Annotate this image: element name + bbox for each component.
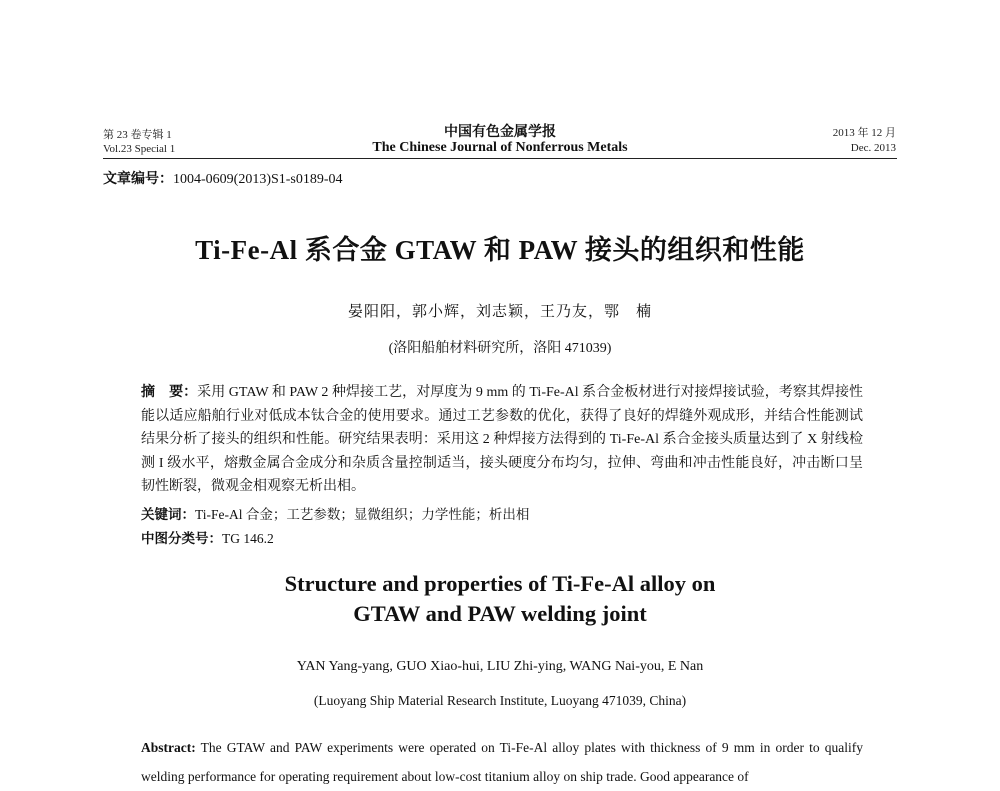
article-number <box>103 168 343 188</box>
title-en-line1: Structure and properties of Ti-Fe-Al alloy on <box>284 571 716 596</box>
classification-number <box>141 527 274 547</box>
article-number-value: 1004-0609(2013)S1-s0189-04 <box>173 172 343 187</box>
classification-label: 中图分类号： <box>141 531 222 546</box>
header-volume-en: Vol.23 Special 1 <box>103 143 176 155</box>
classification-value: TG 146.2 <box>222 531 274 546</box>
abstract-cn-label: 摘 要： <box>141 385 198 400</box>
title-en-line2: GTAW and PAW welding joint <box>353 601 647 626</box>
header-date-cn: 2013 年 12 月 <box>832 127 896 139</box>
title-en <box>0 569 1000 629</box>
authors-cn: 晏阳阳，郭小辉，刘志颖，王乃友，鄂 楠 <box>347 304 652 320</box>
article-number-label: 文章编号： <box>103 172 173 187</box>
journal-name-cn: 中国有色金属学报 <box>444 125 556 140</box>
header-date-en: Dec. 2013 <box>850 142 896 154</box>
affiliation-en: (Luoyang Ship Material Research Institute, Luoyang 471039, China) <box>313 693 687 708</box>
keywords-cn <box>141 503 529 523</box>
header-volume-cn: 第 23 卷专辑 1 <box>103 129 172 141</box>
keywords-cn-label: 关键词： <box>141 507 195 522</box>
header-rule <box>103 158 897 159</box>
abstract-cn-text: 采用 GTAW 和 PAW 2 种焊接工艺，对厚度为 9 mm 的 Ti-Fe-Al 系合金板材进行对接焊接试验，考察其焊接性能以适应船舶行业对低成本钛合金的使用要求。通过工艺参数的优化，获得了良好的焊缝外观成形，并结合性能测试结果分析了接头的组织和性能。研究结果表明：采用这 2 种焊接方法得到的 Ti-Fe-Al 系合金接头质量达到了 X 射线检测 I 级水平，熔敷金属合金成分和杂质含量控制适当，接头硬度分布均匀，拉伸、弯曲和冲击性能良好，冲击断口呈韧性断裂，微观金相观察无析出相。 <box>141 385 863 494</box>
keywords-cn-text: Ti-Fe-Al 合金；工艺参数；显微组织；力学性能；析出相 <box>195 507 530 522</box>
authors-en: YAN Yang-yang, GUO Xiao-hui, LIU Zhi-ying, WANG Nai-you, E Nan <box>296 659 704 674</box>
affiliation-cn: (洛阳船舶材料研究所，洛阳 471039) <box>388 341 612 356</box>
abstract-en <box>141 733 863 791</box>
journal-name-en: The Chinese Journal of Nonferrous Metals <box>372 140 628 155</box>
title-cn: Ti-Fe-Al 系合金 GTAW 和 PAW 接头的组织和性能 <box>195 235 805 265</box>
abstract-cn <box>141 381 863 499</box>
abstract-en-label: Abstract: <box>141 740 196 755</box>
abstract-en-text: The GTAW and PAW experiments were operated on Ti-Fe-Al alloy plates with thickness of 9 mm in order to qualify welding performance for operating requirement about low-cost titanium alloy on ship trade. Good appearance of <box>141 740 863 784</box>
